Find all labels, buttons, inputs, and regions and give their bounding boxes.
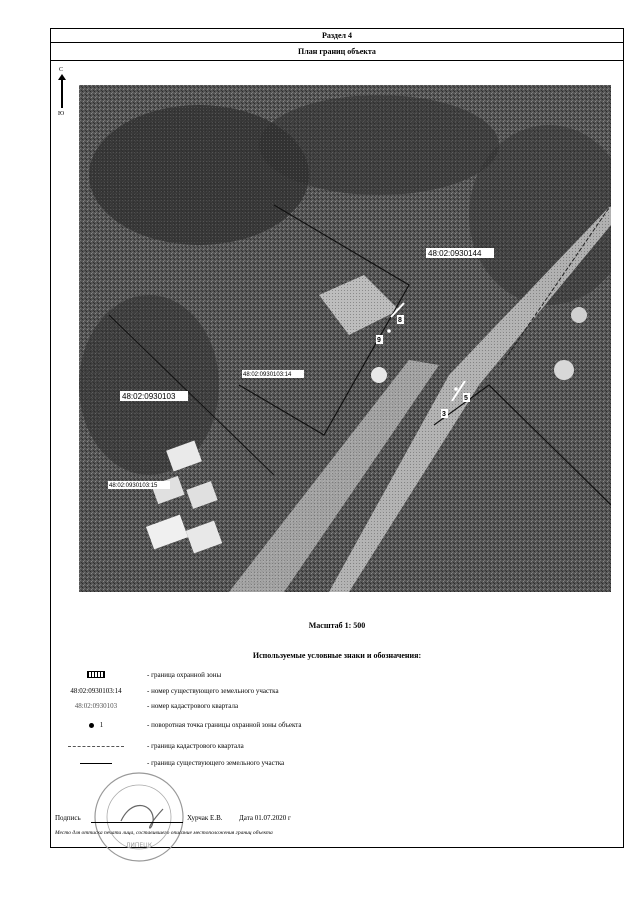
plan-title: План границ объекта	[51, 43, 623, 61]
signature-label: Подпись	[55, 814, 81, 822]
hatch-box-icon	[87, 671, 105, 678]
document-frame	[50, 28, 624, 848]
legend-title: Используемые условные знаки и обозначения:	[252, 651, 422, 660]
point-label-8: 8	[398, 317, 402, 324]
legend-item-parcel-number: 48:02:0930103:14 - номер существующего земельного участка	[70, 687, 279, 695]
point-label-5: 5	[464, 395, 468, 402]
stamp-footnote: Место для оттиска печати лица, составившего описание местоположения границ объекта	[55, 830, 273, 836]
dashed-line-icon	[68, 746, 124, 747]
north-arrow	[57, 67, 67, 125]
dot-icon	[89, 723, 94, 728]
quarter-label-top: 48:02:0930144	[428, 249, 482, 258]
parcel-label-15: 48:02:0930103:15	[109, 483, 158, 489]
turning-point	[454, 387, 458, 391]
map-svg	[79, 85, 611, 592]
turning-point	[387, 329, 391, 333]
point-label-9: 9	[377, 337, 381, 344]
legend-item-quarter-border: - граница кадастрового квартала	[51, 740, 623, 754]
satellite-map	[79, 85, 611, 592]
section-header: Раздел 4	[51, 29, 623, 43]
legend-item-protection-zone: - граница охранной зоны	[51, 669, 623, 683]
point-label-3: 3	[442, 411, 446, 418]
scale-label: Масштаб 1: 500	[308, 621, 366, 630]
svg-text:ЛИПЕЦК: ЛИПЕЦК	[125, 842, 153, 849]
quarter-label-left: 48:02:0930103	[122, 392, 176, 401]
legend-item-turning-point: 1 - поворотная точка границы охранной зоны объекта	[51, 719, 623, 733]
south-label: Ю	[58, 111, 65, 117]
signature-date: Дата 01.07.2020 г	[239, 814, 291, 822]
solid-line-icon	[80, 763, 112, 764]
signature-row	[55, 814, 615, 826]
parcel-label-14: 48:02:0930103:14	[243, 372, 292, 378]
signer-name: Хурчак Е.В.	[187, 814, 223, 822]
legend-item-quarter-number: 48:02:0930103 - номер кадастрового квартала	[74, 702, 239, 710]
legend-item-parcel-border: - граница существующего земельного участка	[51, 757, 623, 771]
north-label: С	[59, 67, 64, 73]
